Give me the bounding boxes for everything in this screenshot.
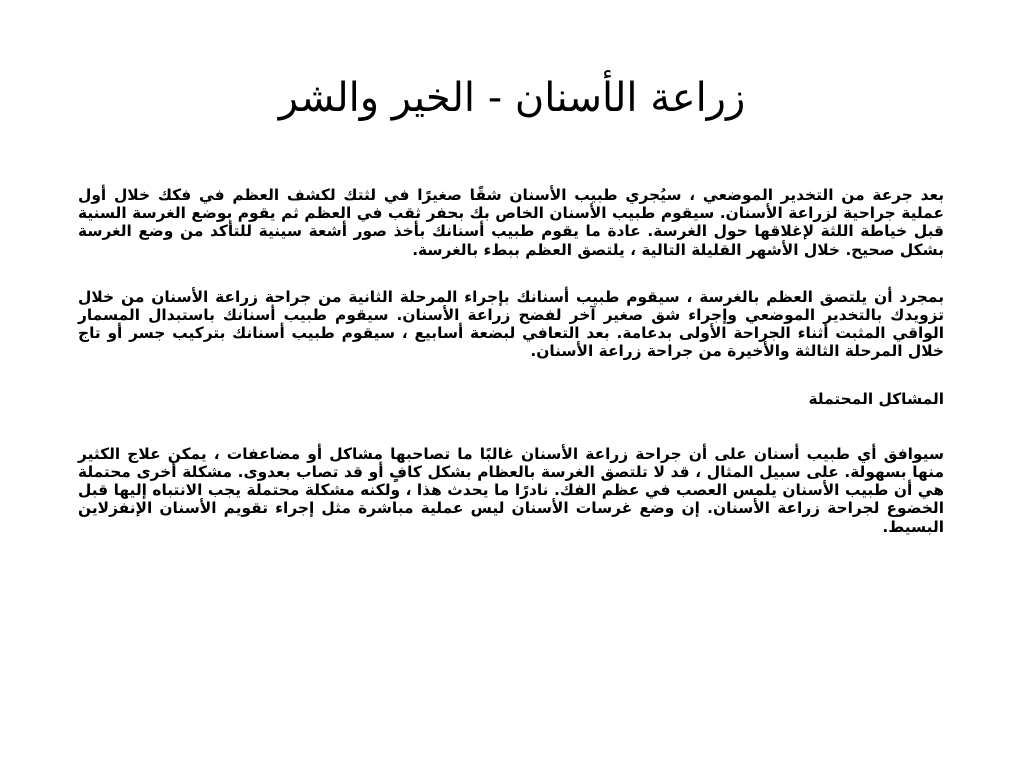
paragraph-potential-problems: سيوافق أي طبيب أسنان على أن جراحة زراعة الأسنان غالبًا ما تصاحبها مشاكل أو مضاعفات ، يمكن علاج الكثير منها بسهولة. على سبيل المثال ، قد لا تلتصق الغرسة بالعظام بشكل كافٍ أو قد تصاب بعدوى. مشكلة أخرى محتملة هي أن طبيب الأسنان يلمس العصب في عظم الفك. نادرًا ما يحدث هذا ، ولكنه مشكلة محتملة يجب الانتباه إليها قبل الخضوع لجراحة زراعة الأسنان. إن وضع غرسات الأسنان ليس عملية مباشرة مثل إجراء تقويم الأسنان الإنفزلاين البسيط. <box>78 444 944 536</box>
paragraph-implant-second-stage: بمجرد أن يلتصق العظم بالغرسة ، سيقوم طبيب أسنانك بإجراء المرحلة الثانية من جراحة زراعة الأسنان من خلال تزويدك بالتخدير الموضعي وإجراء شق صغير آخر لفضح زراعة الأسنان. سيقوم طبيب أسنانك باستبدال المسمار الواقي المثبت أثناء الجراحة الأولى بدعامة. بعد التعافي لبضعة أسابيع ، سيقوم طبيب أسنانك بتركيب جسر أو تاج خلال المرحلة الثالثة والأخيرة من جراحة زراعة الأسنان. <box>78 287 944 361</box>
slide-body <box>78 186 944 565</box>
paragraph-implant-first-surgery: بعد جرعة من التخدير الموضعي ، سيُجري طبيب الأسنان شقًا صغيرًا في لثتك لكشف العظم في فكك خلال أول عملية جراحية لزراعة الأسنان. سيقوم طبيب الأسنان الخاص بك بحفر ثقب في العظم ثم يقوم بوضع الغرسة السنية قبل خياطة اللثة لإغلاقها حول الغرسة. عادة ما يقوم طبيب أسنانك بأخذ صور أشعة سينية للتأكد من وضع الغرسة بشكل صحيح. خلال الأشهر القليلة التالية ، يلتصق العظم ببطء بالغرسة. <box>78 186 944 259</box>
section-heading-potential-problems: المشاكل المحتملة <box>808 389 944 408</box>
slide-title: زراعة الأسنان - الخير والشر <box>278 75 746 121</box>
